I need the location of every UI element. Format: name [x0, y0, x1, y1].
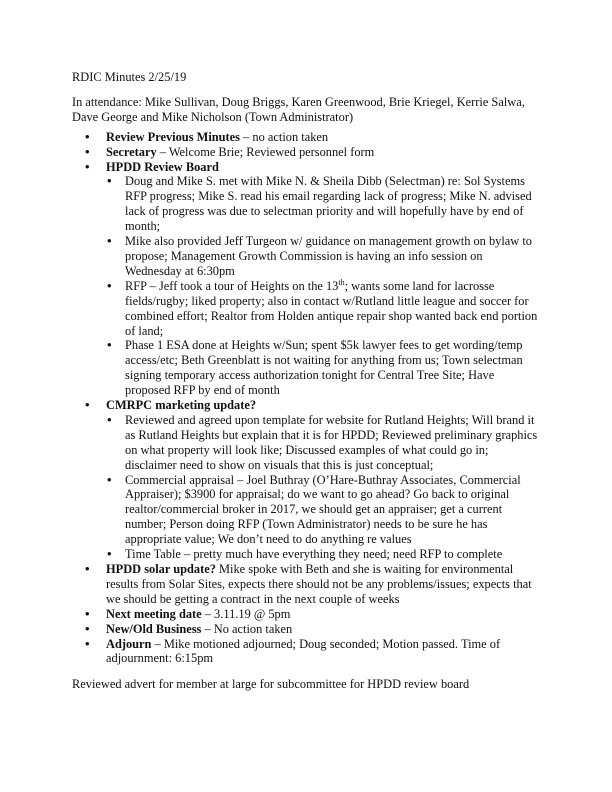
agenda-item-review-minutes	[106, 130, 542, 145]
attendance-line: In attendance: Mike Sullivan, Doug Briggs, Karen Greenwood, Brie Kriegel, Kerrie Salwa, Dave George and Mike Nicholson (Town Administrator)	[72, 94, 525, 124]
agenda-item-hpdd-solar	[106, 562, 542, 607]
sub-item: • Time Table – pretty much have everything they need; need RFP to complete	[125, 547, 542, 562]
agenda-item-hpdd-review-board	[106, 160, 542, 399]
sub-item: • Phase 1 ESA done at Heights w/Sun; spent $5k lawyer fees to get wording/temp access/etc; Beth Greenblatt is not waiting for anything from us; Town selectman signing temporary access authorization tonight for Central Tree Site; Have proposed RFP by end of month	[125, 338, 542, 398]
ordinal-suffix: th	[338, 277, 345, 287]
agenda-text: Mike spoke with Beth and she is waiting for environmental results from Solar Sites, expects there should not be any problems/issues; expects that we should be getting a contract in the next couple of weeks	[106, 562, 532, 606]
agenda-heading: Review Previous Minutes	[106, 129, 240, 144]
agenda-heading: Adjourn	[106, 636, 152, 651]
agenda-heading: Secretary	[106, 144, 157, 159]
sub-item-text: ; wants some land for lacrosse fields/rugby; liked property; also in contact w/Rutland little league and soccer for combined effort; Realtor from Holden antique repair shop wanted back end portion of land;	[125, 278, 538, 338]
sub-item: • Reviewed and agreed upon template for website for Rutland Heights; Will brand it as Rutland Heights but explain that it is for HPDD; Reviewed preliminary graphics on what property will look like; Discussed examples of what could go in; disclaimer need to show on visuals that this is just conceptual;	[125, 413, 542, 473]
minutes-document	[72, 70, 542, 705]
agenda-heading: HPDD solar update?	[106, 562, 216, 576]
agenda-item-next-meeting	[106, 607, 542, 622]
agenda-item-new-old-business	[106, 622, 542, 637]
agenda-heading: HPDD Review Board	[106, 159, 219, 174]
agenda-list	[72, 130, 542, 667]
sub-item: • Doug and Mike S. met with Mike N. & Sheila Dibb (Selectman) re: Sol Systems RFP progress; Mike S. read his email regarding lack of progress; Mike N. advised lack of progress was due to selectman priority and will hopefully have by end of month;	[125, 174, 542, 234]
agenda-text: – No action taken	[201, 621, 293, 636]
agenda-item-secretary	[106, 145, 542, 160]
document-title: RDIC Minutes 2/25/19	[72, 70, 187, 84]
cmrpc-sublist	[106, 413, 542, 562]
agenda-heading: Next meeting date	[106, 606, 202, 621]
agenda-heading: New/Old Business	[106, 621, 202, 636]
sub-item-text: RFP – Jeff took a tour of Heights on the 13	[125, 278, 339, 293]
hpdd-review-sublist	[106, 174, 542, 398]
sub-item: • Commercial appraisal – Joel Buthray (O’Hare-Buthray Associates, Commercial Appraiser); $3900 for appraisal; do we want to go ahead? Go back to original realtor/commercial broker in 2017, we should get an appraiser; get a current number; Person doing RFP (Town Administrator) needs to be sure he has appropriate value; We don’t need to do anything re values	[125, 473, 542, 548]
agenda-heading: CMRPC marketing update?	[106, 398, 257, 413]
agenda-text: – Welcome Brie; Reviewed personnel form	[156, 144, 375, 159]
agenda-text: – Mike motioned adjourned; Doug seconded; Motion passed. Time of adjournment: 6:15pm	[106, 636, 501, 666]
sub-item: • Mike also provided Jeff Turgeon w/ guidance on management growth on bylaw to propose; Management Growth Commission is having an info session on Wednesday at 6:30pm	[125, 234, 542, 279]
footer-note: Reviewed advert for member at large for subcommittee for HPDD review board	[72, 677, 470, 692]
agenda-text: – no action taken	[240, 129, 329, 144]
sub-item	[125, 279, 542, 339]
agenda-item-adjourn	[106, 637, 542, 667]
agenda-item-cmrpc-marketing	[106, 398, 542, 562]
agenda-text: – 3.11.19 @ 5pm	[201, 606, 291, 621]
